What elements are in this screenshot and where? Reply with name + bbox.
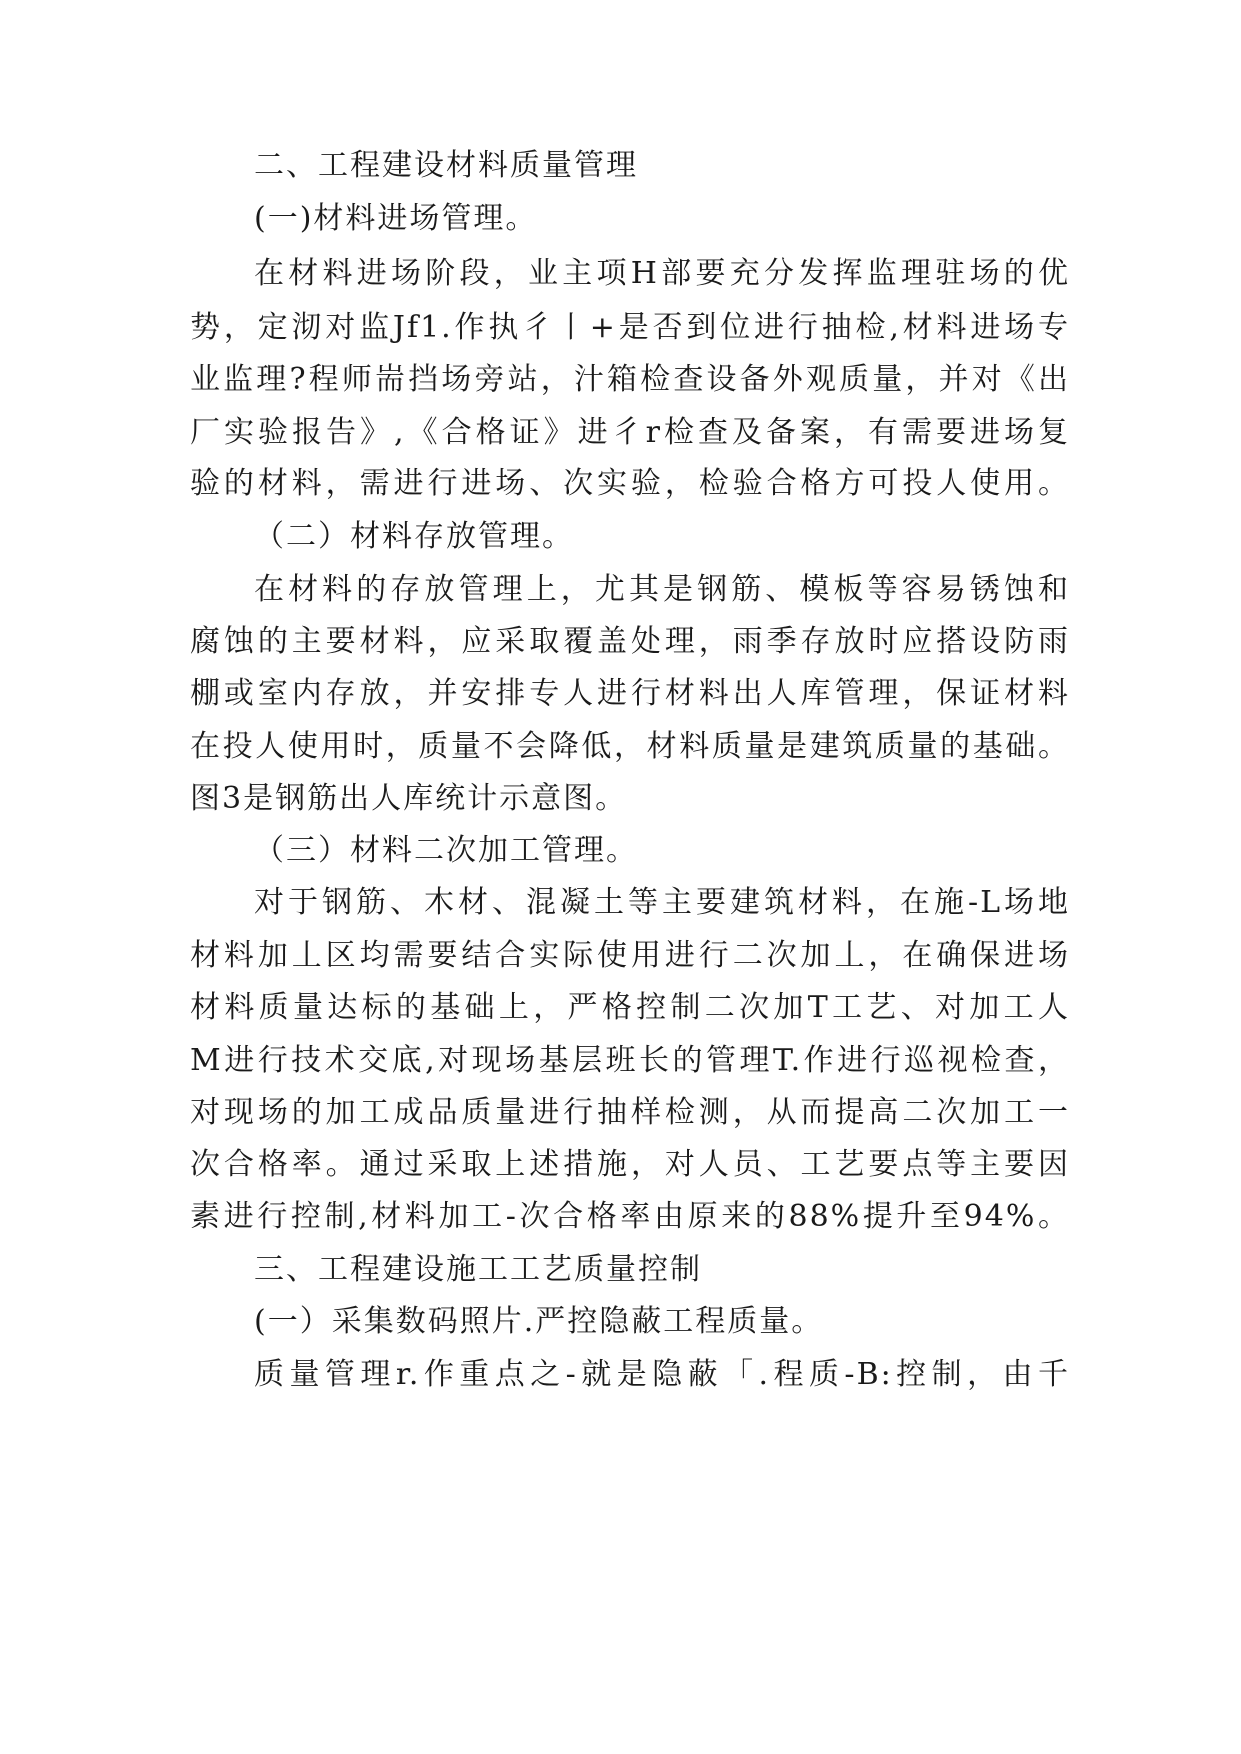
subheading-material-storage: （二）材料存放管理。 bbox=[254, 519, 574, 554]
paragraph-line: 势，定沏对监Jf1.作执彳丨+是否到位进行抽检,材料进场专 bbox=[190, 310, 1070, 345]
paragraph-line: 材料质量达标的基础上，严格控制二次加T工艺、对加工人 bbox=[190, 990, 1070, 1025]
paragraph-line: 对于钢筋、木材、混凝土等主要建筑材料，在施-L场地 bbox=[254, 885, 1070, 920]
paragraph-line: 素进行控制,材料加工-次合格率由原来的88%提升至94%。 bbox=[190, 1199, 1070, 1234]
paragraph-line: 验的材料，需进行进场、次实验，检验合格方可投人使用。 bbox=[190, 466, 1070, 501]
paragraph-line: 质量管理r.作重点之-就是隐蔽「.程质-B:控制，由千 bbox=[254, 1357, 1070, 1392]
subheading-material-entry: (一)材料进场管理。 bbox=[254, 201, 538, 236]
paragraph-line: 在材料的存放管理上，尤其是钢筋、模板等容易锈蚀和 bbox=[254, 572, 1070, 607]
paragraph-line: 次合格率。通过采取上述措施，对人员、工艺要点等主要因 bbox=[190, 1147, 1070, 1182]
heading-section-3: 三、工程建设施工工艺质量控制 bbox=[254, 1252, 702, 1287]
paragraph-line: 厂实验报告》,《合格证》进彳r检查及备案，有需要进场复 bbox=[190, 415, 1070, 450]
heading-section-2: 二、工程建设材料质量管理 bbox=[254, 148, 638, 183]
subheading-digital-photos: (一）采集数码照片.严控隐蔽工程质量。 bbox=[254, 1304, 824, 1339]
paragraph-line: M进行技术交底,对现场基层班长的管理T.作进行巡视检查， bbox=[190, 1043, 1070, 1078]
paragraph-line: 在材料进场阶段，业主项H部要充分发挥监理驻场的优 bbox=[254, 256, 1070, 291]
paragraph-line: 业监理?程师耑挡场旁站，汁箱检查设备外观质量，并对《出 bbox=[190, 362, 1070, 397]
paragraph-line: 在投人使用时，质量不会降低，材料质量是建筑质量的基础。 bbox=[190, 729, 1070, 764]
paragraph-line: 对现场的加工成品质量进行抽样检测，从而提高二次加工一 bbox=[190, 1095, 1070, 1130]
subheading-secondary-processing: （三）材料二次加工管理。 bbox=[254, 833, 638, 868]
paragraph-line: 材料加丄区均需要结合实际使用进行二次加丄，在确保进场 bbox=[190, 938, 1070, 973]
paragraph-line: 棚或室内存放，并安排专人进行材料出人库管理，保证材料 bbox=[190, 676, 1070, 711]
paragraph-line: 腐蚀的主要材料，应采取覆盖处理，雨季存放时应搭设防雨 bbox=[190, 624, 1070, 659]
paragraph-line: 图3是钢筋出人库统计示意图。 bbox=[190, 781, 628, 816]
